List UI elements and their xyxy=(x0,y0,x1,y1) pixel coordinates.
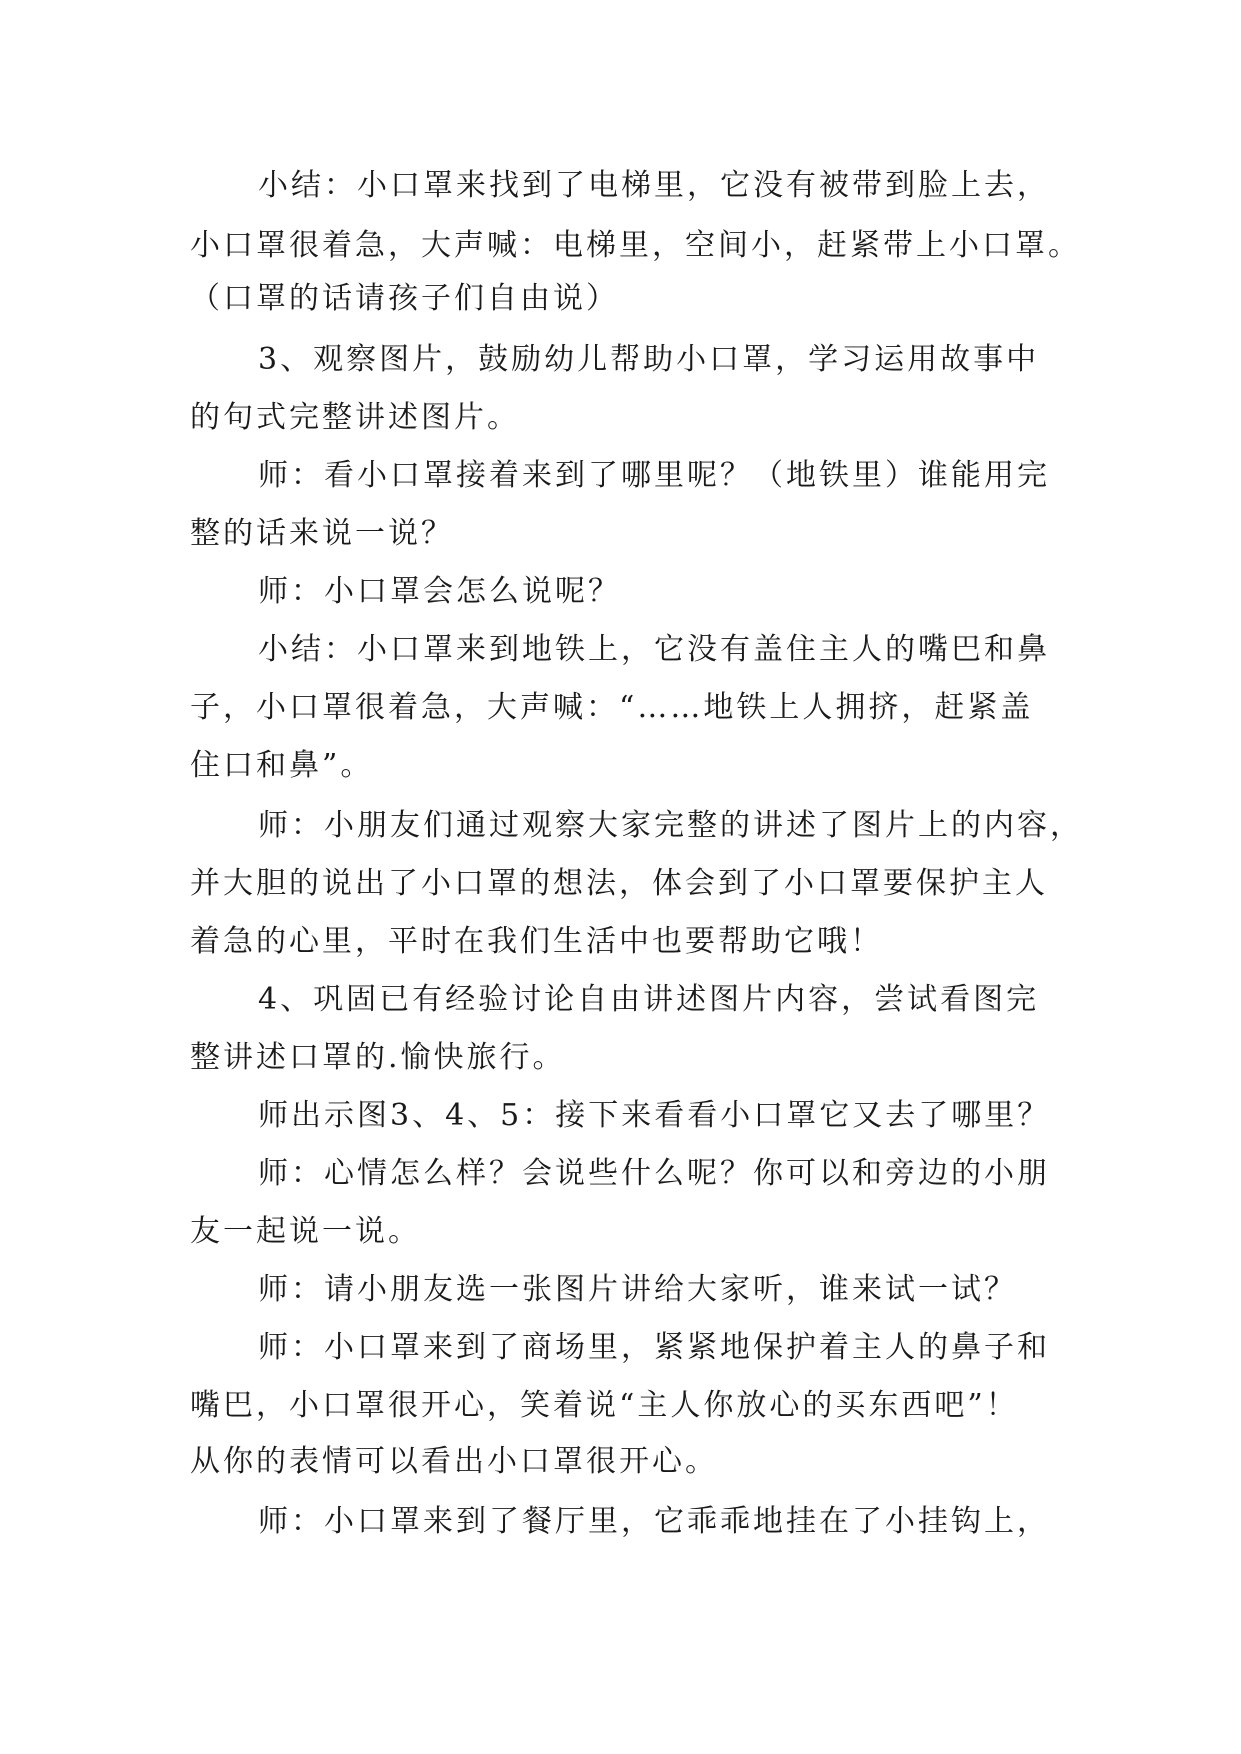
text-line: 并大胆的说出了小口罩的想法，体会到了小口罩要保护主人 xyxy=(190,866,1048,901)
text-line: 着急的心里，平时在我们生活中也要帮助它哦！ xyxy=(190,924,883,959)
text-line: 师：看小口罩接着来到了哪里呢？（地铁里）谁能用完 xyxy=(258,458,1050,493)
text-line: 小结：小口罩来找到了电梯里，它没有被带到脸上去， xyxy=(258,168,1050,203)
text-line: （口罩的话请孩子们自由说） xyxy=(190,281,619,316)
text-line: 小口罩很着急，大声喊：电梯里，空间小，赶紧带上小口罩。 xyxy=(190,228,1081,263)
text-line: 师：小口罩来到了餐厅里，它乖乖地挂在了小挂钩上， xyxy=(258,1504,1050,1539)
text-line: 嘴巴，小口罩很开心，笑着说“主人你放心的买东西吧”！ xyxy=(190,1388,1019,1423)
text-line: 整讲述口罩的.愉快旅行。 xyxy=(190,1040,566,1075)
text-line: 整的话来说一说？ xyxy=(190,516,454,551)
text-line: 师：心情怎么样？会说些什么呢？你可以和旁边的小朋 xyxy=(258,1156,1050,1191)
text-line: 师出示图3、4、5：接下来看看小口罩它又去了哪里？ xyxy=(258,1098,1051,1133)
text-line: 住口和鼻”。 xyxy=(190,748,374,783)
text-line: 小结：小口罩来到地铁上，它没有盖住主人的嘴巴和鼻 xyxy=(258,632,1050,667)
text-line: 师：小口罩来到了商场里，紧紧地保护着主人的鼻子和 xyxy=(258,1330,1050,1365)
text-line: 的句式完整讲述图片。 xyxy=(190,400,520,435)
text-line: 师：请小朋友选一张图片讲给大家听，谁来试一试？ xyxy=(258,1272,1017,1307)
text-line: 子，小口罩很着急，大声喊：“……地铁上人拥挤，赶紧盖 xyxy=(190,690,1034,725)
text-line: 3、观察图片，鼓励幼儿帮助小口罩，学习运用故事中 xyxy=(258,342,1040,377)
text-line: 4、巩固已有经验讨论自由讲述图片内容，尝试看图完 xyxy=(258,982,1040,1017)
text-line: 友一起说一说。 xyxy=(190,1214,421,1249)
text-line: 从你的表情可以看出小口罩很开心。 xyxy=(190,1444,718,1479)
text-line: 师：小口罩会怎么说呢？ xyxy=(258,574,621,609)
text-line: 师：小朋友们通过观察大家完整的讲述了图片上的内容， xyxy=(258,808,1083,843)
